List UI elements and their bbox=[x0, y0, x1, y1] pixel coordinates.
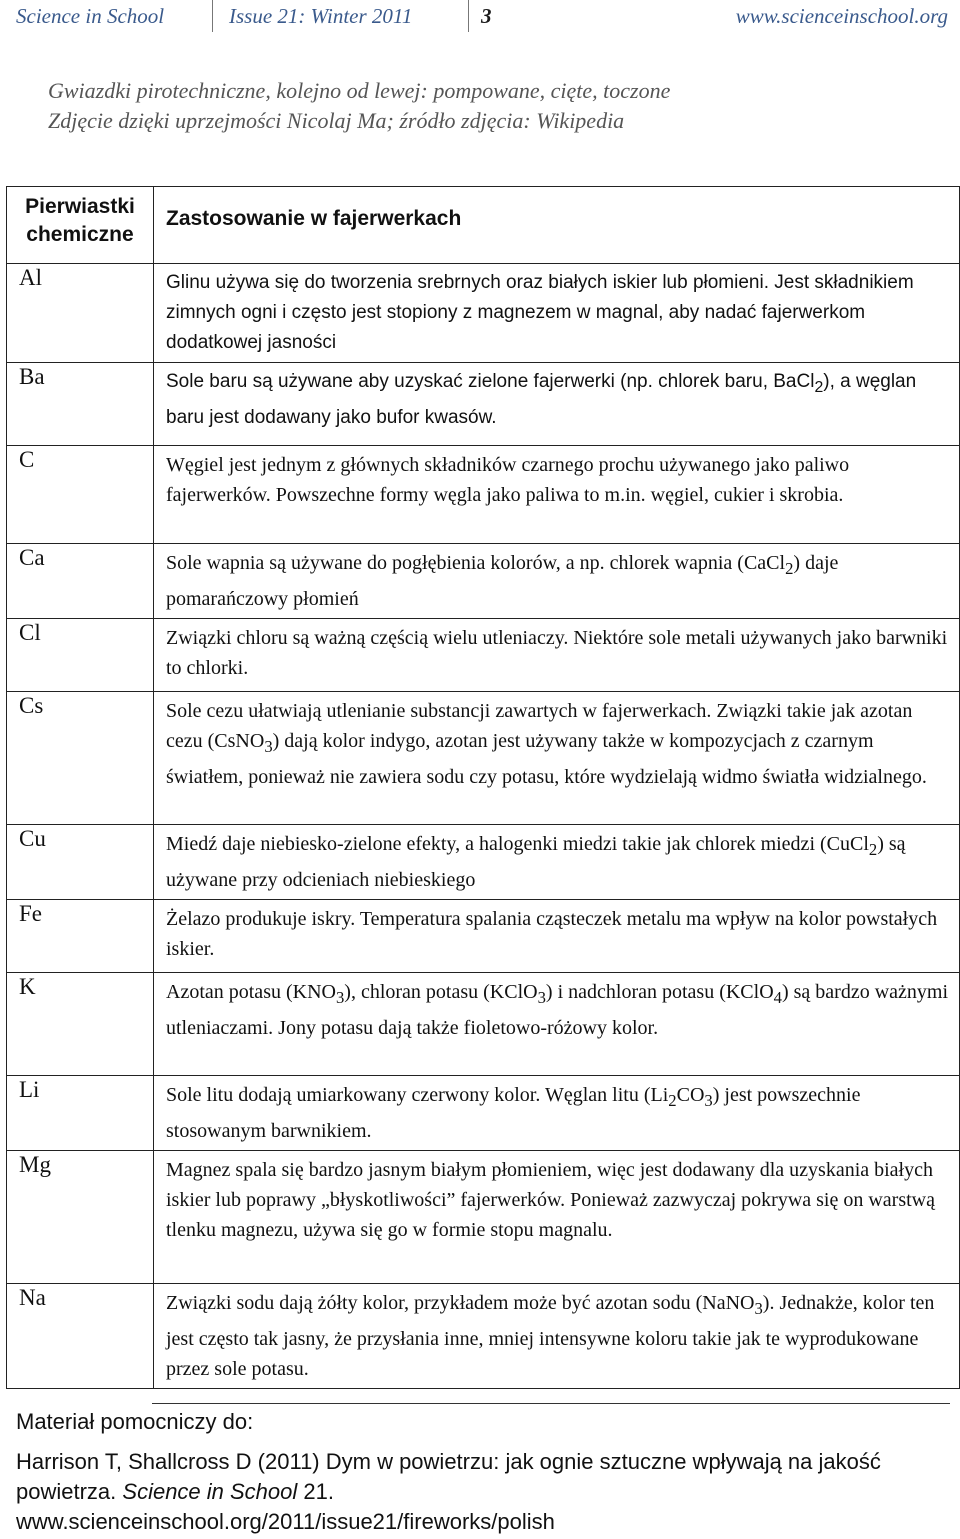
table-row bbox=[7, 1151, 960, 1284]
column-header-elements: Pierwiastki chemiczne bbox=[7, 187, 154, 264]
table-row bbox=[7, 825, 960, 900]
element-description: Sole cezu ułatwiają utlenianie substancji zawartych w fajerwerkach. Związki takie jak azotan cezu (CsNO$_3$) dają kolor indygo, azotan jest używany także w kompozycjach z czarnym światłem, ponieważ nie zawiera sodu czy potasu, które wydzielają widmo światła widzialnego. bbox=[154, 692, 960, 825]
caption-line-1: Gwiazdki pirotechniczne, kolejno od lewej: pompowane, cięte, toczone bbox=[48, 78, 671, 103]
element-symbol: Cu bbox=[7, 825, 154, 900]
site-url[interactable]: www.scienceinschool.org bbox=[735, 4, 948, 28]
reference-url[interactable]: www.scienceinschool.org/2011/issue21/fireworks/polish bbox=[16, 1509, 555, 1534]
table-row bbox=[7, 900, 960, 973]
table-row bbox=[7, 973, 960, 1076]
reference-text: Harrison T, Shallcross D (2011) Dym w powietrzu: jak ognie sztuczne wpływają na jakość powietrza. bbox=[16, 1449, 881, 1504]
table-row bbox=[7, 1284, 960, 1389]
page-number: 3 bbox=[468, 0, 492, 32]
element-description: Związki chloru są ważną częścią wielu utleniaczy. Niektóre sole metali używanych jako barwniki to chlorki. bbox=[154, 619, 960, 692]
table-header-row bbox=[7, 187, 960, 264]
element-symbol: Ba bbox=[7, 363, 154, 446]
element-description: Związki sodu dają żółty kolor, przykładem może być azotan sodu (NaNO$_3$). Jednakże, kolor ten jest często tak jasny, że przysłania inne, mniej intensywne koloru takie jak te wyprodukowane przez sole potasu. bbox=[154, 1284, 960, 1389]
table-row bbox=[7, 692, 960, 825]
footer-divider bbox=[152, 1403, 950, 1404]
element-description: Magnez spala się bardzo jasnym białym płomieniem, więc jest dodawany dla uzyskania białych iskier lub poprawy „błyskotliwości” fajerwerków. Ponieważ zazwyczaj pokrywa się on warstwą tlenku magnezu, używa się go w formie stopu magnalu. bbox=[154, 1151, 960, 1284]
element-symbol: Mg bbox=[7, 1151, 154, 1284]
element-description: Żelazo produkuje iskry. Temperatura spalania cząsteczek metalu ma wpływ na kolor powstałych iskier. bbox=[154, 900, 960, 973]
element-description: Azotan potasu $(KNO_3)$, chloran potasu (KClO$_3$) i nadchloran potasu (KClO$_4$) są bardzo ważnymi utleniaczami. Jony potasu dają także fioletowo-różowy kolor. bbox=[154, 973, 960, 1076]
element-description: Sole litu dodają umiarkowany czerwony kolor. Węglan litu $(Li_2CO_3)$ jest powszechnie stosowanym barwnikiem. bbox=[154, 1076, 960, 1151]
reference-citation bbox=[16, 1447, 946, 1537]
caption-line-2: Zdjęcie dzięki uprzejmości Nicolaj Ma; źródło zdjęcia: Wikipedia bbox=[48, 108, 625, 133]
table-row bbox=[7, 446, 960, 544]
element-symbol: Ca bbox=[7, 544, 154, 619]
table-row bbox=[7, 1076, 960, 1151]
photo-caption bbox=[48, 76, 938, 136]
element-description: Sole wapnia są używane do pogłębienia kolorów, a np. chlorek wapnia (CaCl$_2$) daje pomarańczowy płomień bbox=[154, 544, 960, 619]
element-symbol: Li bbox=[7, 1076, 154, 1151]
element-symbol: Cl bbox=[7, 619, 154, 692]
reference-journal: Science in School bbox=[122, 1479, 298, 1504]
element-description: Sole baru są używane aby uzyskać zielone fajerwerki (np. chlorek baru, BaCl$_2$), a węglan baru jest dodawany jako bufor kwasów. bbox=[154, 363, 960, 446]
elements-table bbox=[6, 186, 960, 1389]
element-symbol: Cs bbox=[7, 692, 154, 825]
issue-label: Issue 21: Winter 2011 bbox=[212, 0, 412, 32]
element-symbol: Fe bbox=[7, 900, 154, 973]
element-description: Miedź daje niebiesko-zielone efekty, a halogenki miedzi takie jak chlorek miedzi (CuCl$_2$) są używane przy odcieniach niebieskiego bbox=[154, 825, 960, 900]
table-row bbox=[7, 363, 960, 446]
journal-title: Science in School bbox=[16, 4, 165, 28]
element-symbol: Na bbox=[7, 1284, 154, 1389]
material-label: Materiał pomocniczy do: bbox=[16, 1409, 254, 1434]
table-row bbox=[7, 619, 960, 692]
page-header bbox=[0, 0, 960, 32]
column-header-usage: Zastosowanie w fajerwerkach bbox=[154, 187, 960, 264]
table-row bbox=[7, 264, 960, 363]
element-symbol: C bbox=[7, 446, 154, 544]
element-description: Węgiel jest jednym z głównych składników czarnego prochu używanego jako paliwo fajerwerków. Powszechne formy węgla jako paliwa to m.in. węgiel, cukier i skrobia. bbox=[154, 446, 960, 544]
element-symbol: K bbox=[7, 973, 154, 1076]
table-row bbox=[7, 544, 960, 619]
reference-issue: 21. bbox=[297, 1479, 334, 1504]
element-description: Glinu używa się do tworzenia srebrnych oraz białych iskier lub płomieni. Jest składnikiem zimnych ogni i często jest stopiony z magnezem w magnal, aby nadać fajerwerkom dodatkowej jasności bbox=[154, 264, 960, 363]
element-symbol: Al bbox=[7, 264, 154, 363]
